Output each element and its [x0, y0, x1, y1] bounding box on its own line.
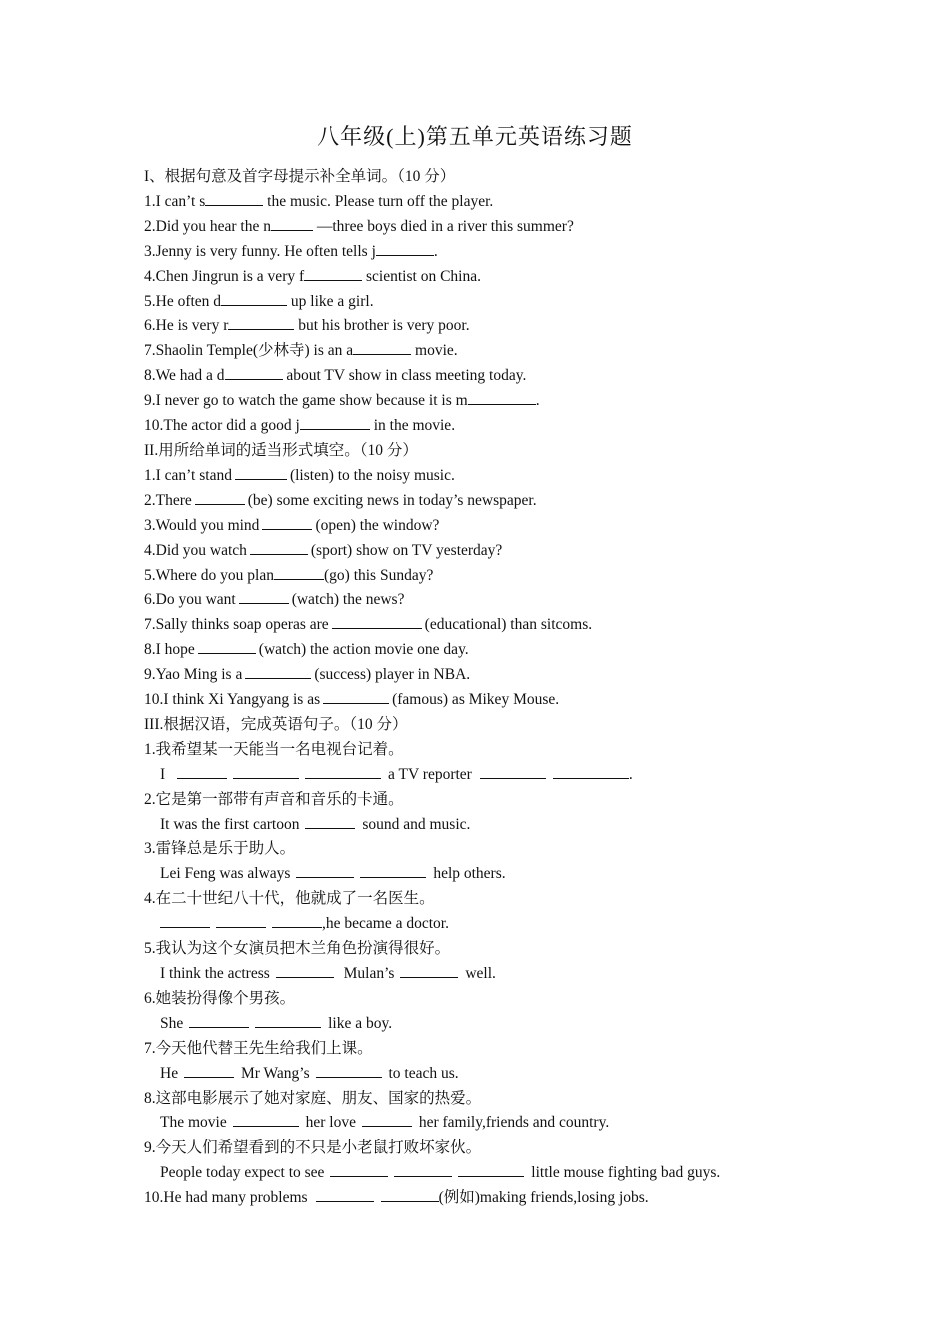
s3-prompt-7: 7.今天他代替王先生给我们上课。 — [144, 1039, 373, 1057]
answer-blank[interactable] — [458, 1162, 524, 1177]
answer-blank[interactable] — [316, 1187, 374, 1202]
question-text: up like a girl. — [287, 292, 374, 310]
question-text: 1.I can’t s — [144, 192, 206, 210]
answer-blank[interactable] — [316, 1063, 382, 1078]
sentence-text: to teach us. — [384, 1064, 459, 1082]
answer-blank[interactable] — [353, 340, 411, 355]
answer-blank[interactable] — [250, 540, 308, 555]
question-text: 6.Do you want — [144, 591, 236, 609]
answer-blank[interactable] — [160, 913, 210, 928]
s1-question-10 — [144, 414, 844, 439]
sentence-text: He — [160, 1064, 179, 1082]
answer-blank[interactable] — [332, 614, 422, 629]
s3-answer-line-9 — [144, 1161, 844, 1186]
answer-blank[interactable] — [271, 216, 313, 231]
sentence-text: sound and music. — [358, 815, 471, 833]
answer-blank[interactable] — [189, 1013, 249, 1028]
s3-answer-line-2 — [144, 813, 844, 838]
question-text: 9.I never go to watch the game show because it is m — [144, 392, 468, 410]
answer-blank[interactable] — [300, 415, 370, 430]
page-title: 八年级(上)第五单元英语练习题 — [317, 124, 633, 149]
s1-question-8 — [144, 364, 844, 389]
question-text: 10.I think Xi Yangyang is as — [144, 691, 321, 709]
answer-blank[interactable] — [376, 241, 434, 256]
answer-blank[interactable] — [239, 589, 289, 604]
s3-prompt-3: 3.雷锋总是乐于助人。 — [144, 840, 296, 858]
sentence-text: I — [160, 765, 166, 783]
question-text: 2.There — [144, 491, 192, 509]
s1-question-3 — [144, 240, 844, 265]
question-text: 8.I hope — [144, 641, 195, 659]
s3-question-10 — [144, 1186, 844, 1211]
sentence-text: . — [628, 765, 633, 783]
sentence-text: The movie — [160, 1114, 227, 1132]
question-text: 6.He is very r — [144, 317, 229, 335]
question-text: but his brother is very poor. — [294, 317, 470, 335]
s3-prompt-8: 8.这部电影展示了她对家庭、朋友、国家的热爱。 — [144, 1089, 482, 1107]
question-text: —three boys died in a river this summer? — [312, 217, 574, 235]
answer-blank[interactable] — [323, 689, 389, 704]
answer-blank[interactable] — [468, 390, 536, 405]
answer-blank[interactable] — [480, 764, 546, 779]
answer-blank[interactable] — [216, 913, 266, 928]
answer-blank[interactable] — [184, 1063, 234, 1078]
s2-question-9 — [144, 663, 844, 688]
question-text: 3.Jenny is very funny. He often tells j — [144, 242, 376, 260]
s3-answer-line-3 — [144, 862, 844, 887]
section-1-heading: I、根据句意及首字母提示补全单词。（10 分） — [144, 168, 456, 185]
question-text: 7.Sally thinks soap operas are — [144, 616, 329, 634]
sentence-text: Mr Wang’s — [237, 1064, 310, 1082]
s3-answer-line-1 — [144, 763, 844, 788]
sentence-text: little mouse fighting bad guys. — [527, 1164, 721, 1182]
sentence-text: I think the actress — [160, 965, 270, 982]
sentence-text: She — [160, 1014, 184, 1032]
question-text: (famous) as Mikey Mouse. — [392, 691, 560, 709]
s2-question-5 — [144, 564, 844, 589]
s1-question-6 — [144, 314, 844, 339]
s3-prompt-9: 9.今天人们希望看到的不只是小老鼠打败坏家伙。 — [144, 1139, 482, 1157]
s2-question-1 — [144, 464, 844, 489]
answer-blank[interactable] — [362, 1112, 412, 1127]
question-text: (watch) the action movie one day. — [258, 641, 469, 659]
s3-answer-line-8 — [144, 1111, 844, 1136]
s3-answer-line-5 — [144, 962, 844, 987]
answer-blank[interactable] — [177, 764, 227, 779]
answer-blank[interactable] — [360, 863, 426, 878]
question-text: (open) the window? — [315, 516, 440, 534]
question-text: 1.I can’t stand — [144, 466, 232, 484]
question-text: 4.Chen Jingrun is a very f — [144, 267, 305, 285]
s3-prompt-2: 2.它是第一部带有声音和音乐的卡通。 — [144, 790, 404, 808]
sentence-text: a TV reporter — [384, 765, 472, 783]
s3-answer-line-4 — [144, 912, 844, 937]
answer-blank[interactable] — [233, 764, 299, 779]
sentence-text: It was the first cartoon — [160, 815, 300, 833]
s2-question-4 — [144, 539, 844, 564]
question-text: 2.Did you hear the n — [144, 217, 271, 235]
question-text: (go) this Sunday? — [324, 566, 434, 584]
question-text: . — [535, 392, 540, 410]
question-text: 10.The actor did a good j — [144, 417, 300, 435]
s2-question-2 — [144, 489, 844, 514]
question-text: the music. Please turn off the player. — [263, 192, 494, 210]
question-text: 5.He often d — [144, 292, 222, 310]
answer-blank[interactable] — [304, 266, 362, 281]
question-text: (success) player in NBA. — [314, 666, 471, 684]
question-text: 8.We had a d — [144, 367, 225, 385]
question-text: movie. — [411, 342, 458, 360]
question-text: scientist on China. — [362, 267, 481, 285]
answer-blank[interactable] — [394, 1162, 452, 1177]
answer-blank[interactable] — [400, 963, 458, 978]
s1-question-2 — [144, 215, 844, 240]
s3-prompt-4: 4.在二十世纪八十代，他就成了一名医生。 — [144, 890, 435, 908]
sentence-text: ,he became a doctor. — [322, 915, 449, 933]
answer-blank[interactable] — [198, 639, 256, 654]
s1-question-7 — [144, 339, 844, 364]
s3-prompt-5: 5.我认为这个女演员把木兰角色扮演得很好。 — [144, 940, 451, 958]
s1-question-1 — [144, 190, 844, 215]
s2-question-10 — [144, 688, 844, 713]
s3-prompt-6: 6.她装扮得像个男孩。 — [144, 989, 296, 1007]
answer-blank[interactable] — [221, 291, 287, 306]
sentence-text: like a boy. — [324, 1014, 393, 1032]
question-text: (be) some exciting news in today’s newspaper. — [247, 491, 537, 509]
s2-question-3 — [144, 514, 844, 539]
s1-question-9 — [144, 389, 844, 414]
answer-blank[interactable] — [274, 565, 324, 580]
sentence-text: Mulan’s — [339, 965, 395, 982]
answer-blank[interactable] — [296, 863, 354, 878]
sentence-text: 10.He had many problems — [144, 1189, 308, 1207]
answer-blank[interactable] — [228, 315, 294, 330]
s3-answer-line-7 — [144, 1062, 844, 1087]
section-2-heading: II.用所给单词的适当形式填空。（10 分） — [144, 441, 418, 459]
answer-blank[interactable] — [235, 465, 287, 480]
s3-prompt-1: 1.我希望某一天能当一名电视台记着。 — [144, 740, 404, 758]
answer-blank[interactable] — [330, 1162, 388, 1177]
question-text: . — [433, 242, 438, 260]
sentence-text: her family,friends and country. — [414, 1114, 610, 1132]
question-text: (educational) than sitcoms. — [424, 616, 593, 634]
answer-blank[interactable] — [195, 490, 245, 505]
question-text: 5.Where do you plan — [144, 566, 274, 584]
answer-blank[interactable] — [276, 963, 334, 978]
question-text: about TV show in class meeting today. — [282, 367, 527, 385]
sentence-text: well. — [461, 965, 496, 982]
sentence-text: her love — [301, 1114, 356, 1132]
question-text: 7.Shaolin Temple(少林寺) is an a — [144, 342, 354, 360]
answer-blank[interactable] — [553, 764, 629, 779]
answer-blank[interactable] — [381, 1187, 439, 1202]
s1-question-5 — [144, 290, 844, 315]
question-text: in the movie. — [369, 417, 456, 435]
answer-blank[interactable] — [205, 191, 263, 206]
answer-blank[interactable] — [255, 1013, 321, 1028]
section-3-heading: III.根据汉语，完成英语句子。（10 分） — [144, 715, 408, 733]
sentence-text: People today expect to see — [160, 1164, 325, 1182]
question-text: (sport) show on TV yesterday? — [310, 541, 503, 559]
question-text: 3.Would you mind — [144, 516, 260, 534]
s3-answer-line-6 — [144, 1012, 844, 1037]
answer-blank[interactable] — [305, 764, 381, 779]
worksheet-content — [144, 165, 844, 1211]
sentence-text: help others. — [429, 865, 506, 883]
answer-blank[interactable] — [305, 814, 355, 829]
sentence-text: (例如)making friends,losing jobs. — [438, 1189, 649, 1207]
s1-question-4 — [144, 265, 844, 290]
question-text: 9.Yao Ming is a — [144, 666, 243, 684]
s2-question-8 — [144, 638, 844, 663]
s2-question-7 — [144, 613, 844, 638]
answer-blank[interactable] — [225, 365, 283, 380]
sentence-text: Lei Feng was always — [160, 865, 291, 883]
answer-blank[interactable] — [245, 664, 311, 679]
question-text: (watch) the news? — [291, 591, 405, 609]
answer-blank[interactable] — [262, 515, 312, 530]
question-text: 4.Did you watch — [144, 541, 247, 559]
answer-blank[interactable] — [233, 1112, 299, 1127]
answer-blank[interactable] — [272, 913, 322, 928]
question-text: (listen) to the noisy music. — [289, 466, 455, 484]
s2-question-6 — [144, 588, 844, 613]
